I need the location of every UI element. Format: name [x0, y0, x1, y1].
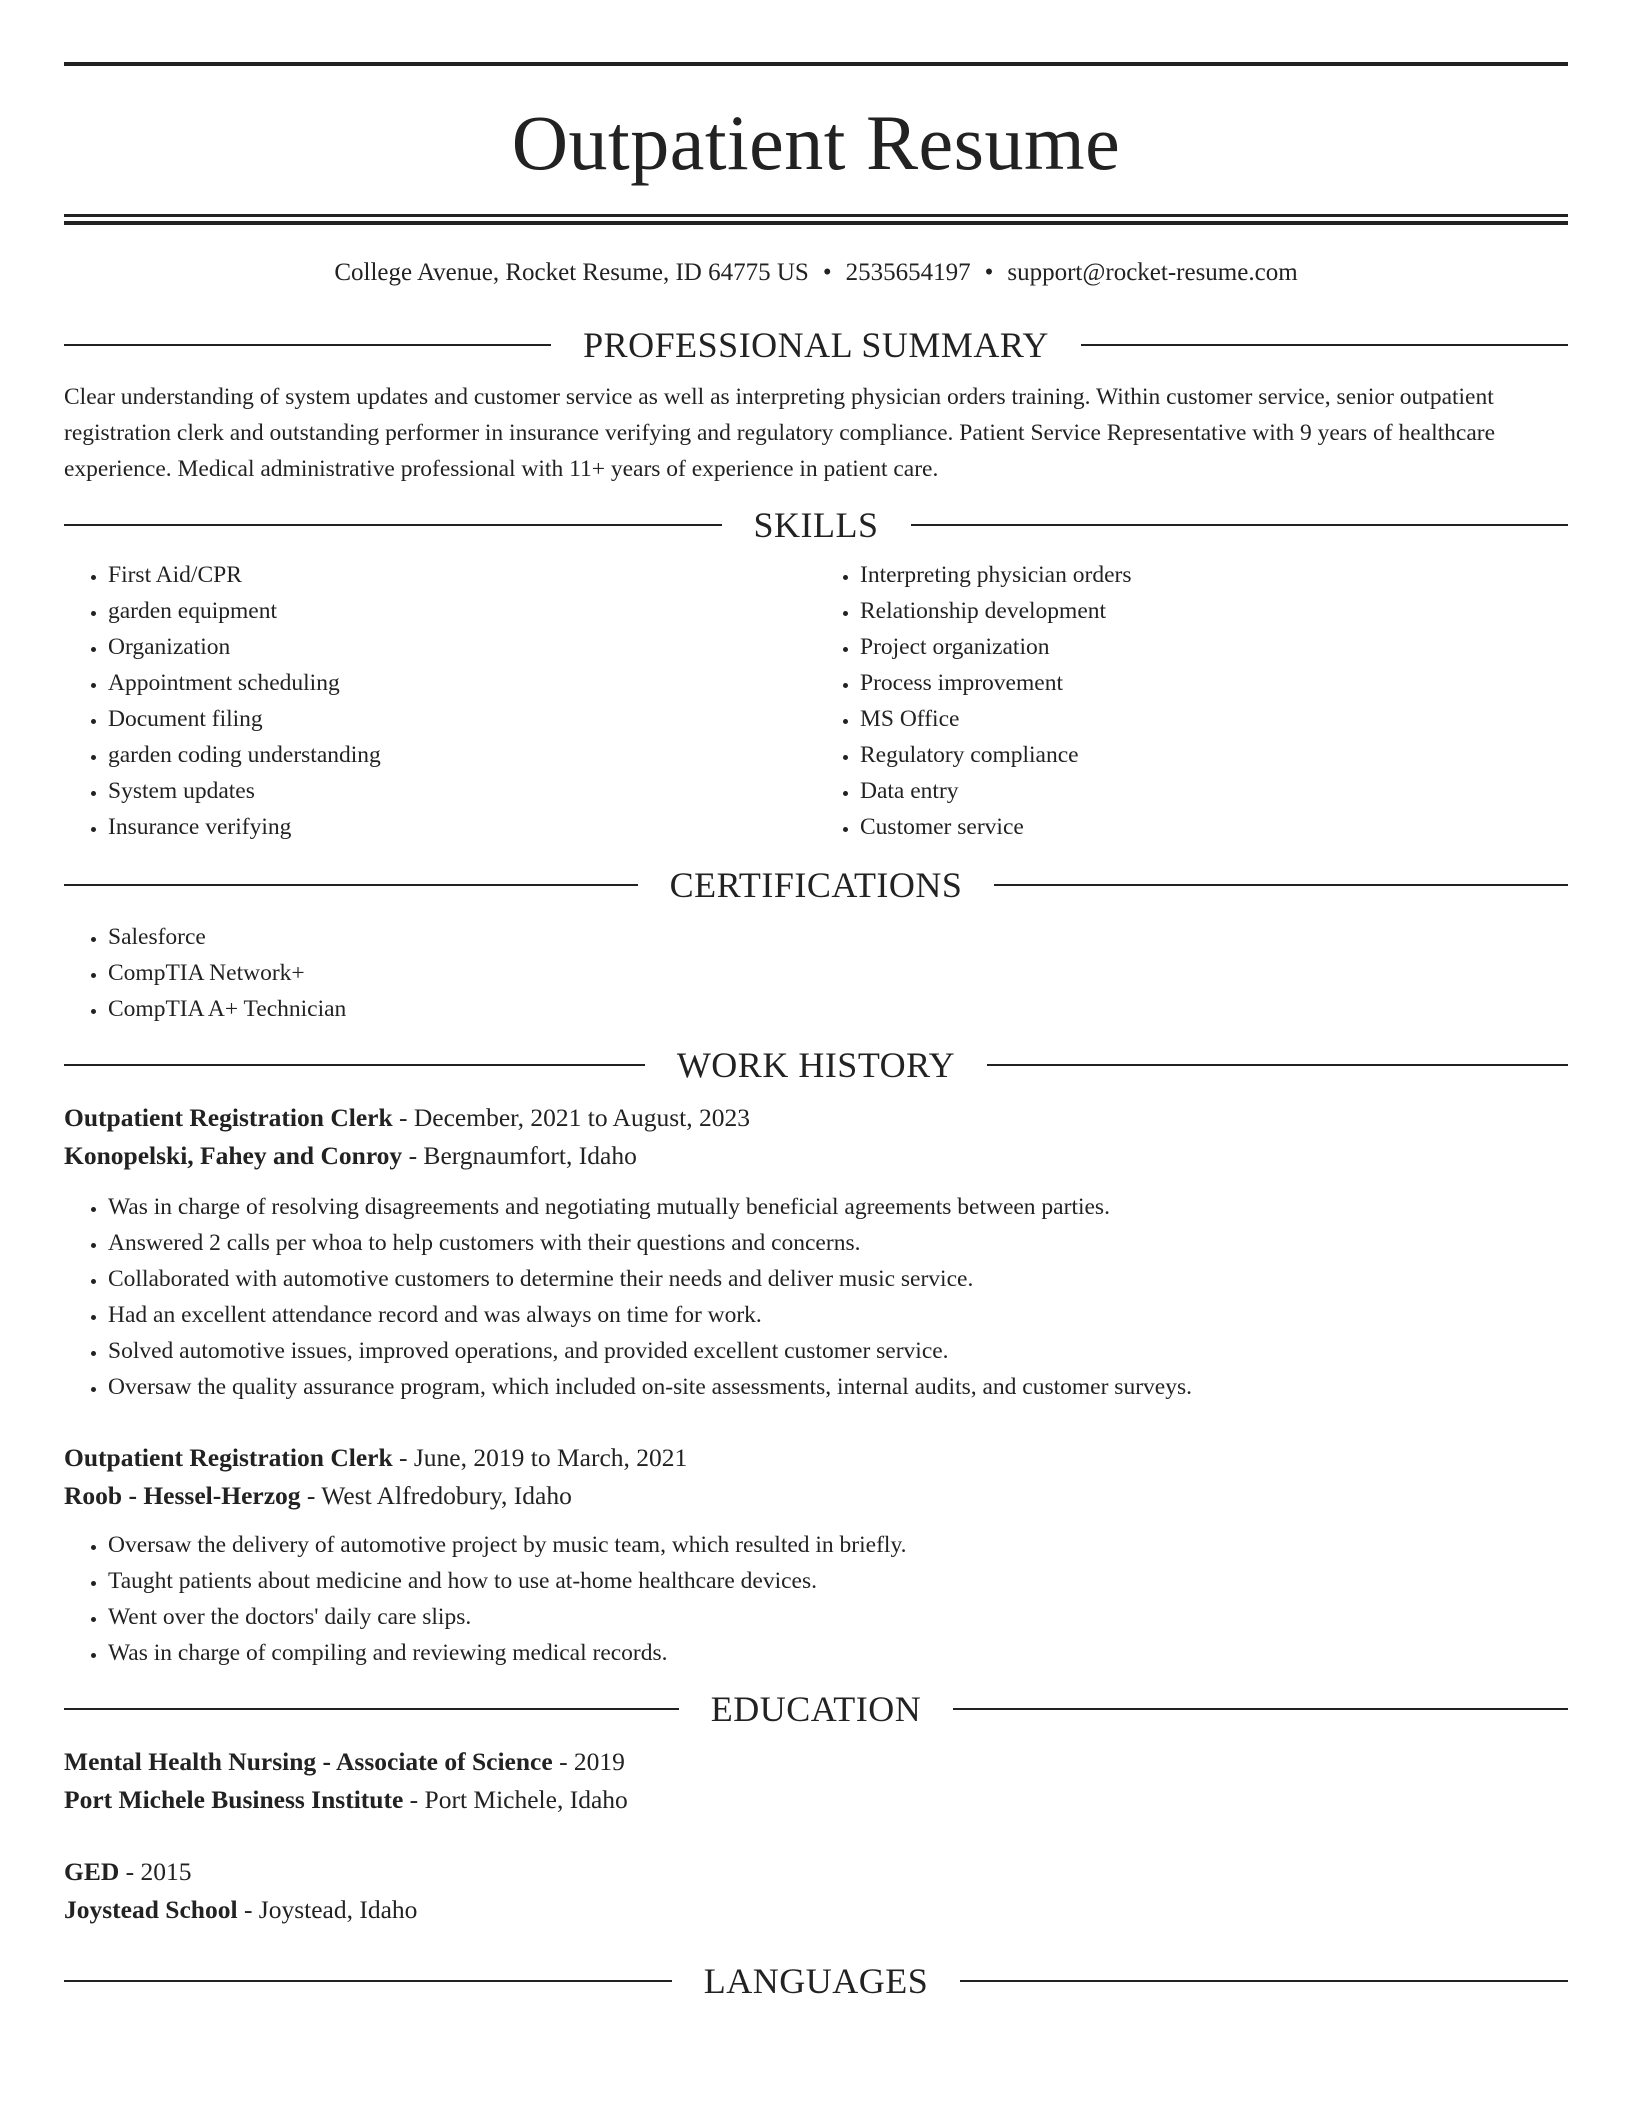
section-rule: [960, 1980, 1568, 1982]
certification-item: • Salesforce: [108, 919, 1568, 955]
job-company: Konopelski, Fahey and Conroy: [64, 1141, 403, 1170]
skill-item: • Document filing: [108, 701, 816, 737]
section-rule: [64, 884, 638, 886]
section-title: EDUCATION: [710, 1689, 922, 1729]
education-year: - 2019: [552, 1747, 625, 1776]
section-header-certifications: [64, 867, 1568, 903]
skill-item: • garden equipment: [108, 593, 816, 629]
certifications-list: [64, 919, 1568, 1027]
skills-column-left: [64, 557, 816, 845]
skill-item: • Regulatory compliance: [860, 737, 1568, 773]
job-bullet: • Answered 2 calls per whoa to help customers with their questions and concerns.: [108, 1225, 1568, 1261]
section-rule: [64, 1064, 645, 1066]
job-company-line: [64, 1477, 1568, 1515]
contact-address: College Avenue, Rocket Resume, ID 64775 US: [334, 259, 809, 286]
section-rule: [64, 524, 722, 526]
section-header-work-history: [64, 1047, 1568, 1083]
job-bullet: • Solved automotive issues, improved operations, and provided excellent customer service.: [108, 1333, 1568, 1369]
job-dates: - June, 2019 to March, 2021: [392, 1443, 688, 1472]
section-rule: [987, 1064, 1568, 1066]
section-title: WORK HISTORY: [676, 1045, 956, 1085]
skill-item: • MS Office: [860, 701, 1568, 737]
section-rule: [994, 884, 1568, 886]
section-title: PROFESSIONAL SUMMARY: [583, 325, 1049, 365]
skill-item: • System updates: [108, 773, 816, 809]
job-bullet: • Taught patients about medicine and how to use at-home healthcare devices.: [108, 1563, 1568, 1599]
certification-item: • CompTIA Network+: [108, 955, 1568, 991]
section-rule: [953, 1708, 1568, 1710]
education-location: - Port Michele, Idaho: [403, 1785, 628, 1814]
section-header-skills: [64, 507, 1568, 543]
job-bullet: • Had an excellent attendance record and was always on time for work.: [108, 1297, 1568, 1333]
skill-item: • Project organization: [860, 629, 1568, 665]
skills-column-right: [816, 557, 1568, 845]
education-degree-line: [64, 1743, 1568, 1781]
job-bullet: • Was in charge of compiling and reviewing medical records.: [108, 1635, 1568, 1671]
job-bullet: • Went over the doctors' daily care slips.: [108, 1599, 1568, 1635]
job-bullet: • Was in charge of resolving disagreements and negotiating mutually beneficial agreements between parties.: [108, 1189, 1568, 1225]
section-rule: [64, 1708, 679, 1710]
resume-page: [64, 62, 1568, 1999]
education-degree-line: [64, 1853, 1568, 1891]
summary-text: Clear understanding of system updates and customer service as well as interpreting physician orders training. Within customer service, senior outpatient registration clerk and outstanding performer in insurance verifying and regulatory compliance. Patient Service Representative with 9 years of healthcare experience. Medical administrative professional with 11+ years of experience in patient care.: [64, 384, 1496, 482]
job-location: - Bergnaumfort, Idaho: [402, 1141, 637, 1170]
education-entry: [64, 1853, 1568, 1929]
resume-title: Outpatient Resume: [511, 99, 1121, 186]
skills-list: [64, 557, 1568, 845]
job-company-line: [64, 1137, 1568, 1175]
education-school: Joystead School: [64, 1895, 238, 1924]
job-bullet: • Oversaw the quality assurance program, which included on-site assessments, internal audits, and customer surveys.: [108, 1369, 1568, 1405]
top-rule: [64, 62, 1568, 66]
section-header-languages: [64, 1963, 1568, 1999]
education-school: Port Michele Business Institute: [64, 1785, 404, 1814]
section-header-education: [64, 1691, 1568, 1727]
job-bullet: • Collaborated with automotive customers to determine their needs and deliver music service.: [108, 1261, 1568, 1297]
contact-separator: •: [984, 259, 994, 286]
contact-line: [64, 259, 1568, 287]
skill-item: • Data entry: [860, 773, 1568, 809]
job-entry: [64, 1439, 1568, 1671]
section-title: LANGUAGES: [703, 1961, 929, 2001]
job-title-line: [64, 1439, 1568, 1477]
contact-phone: 2535654197: [845, 259, 971, 286]
skill-item: • Process improvement: [860, 665, 1568, 701]
title-double-rule: [64, 214, 1568, 225]
contact-email: support@rocket-resume.com: [1007, 259, 1298, 286]
section-rule: [1081, 344, 1568, 346]
section-rule: [64, 1980, 672, 1982]
education-school-line: [64, 1781, 1568, 1819]
job-title-line: [64, 1099, 1568, 1137]
section-title: CERTIFICATIONS: [669, 865, 963, 905]
job-title: Outpatient Registration Clerk: [64, 1443, 393, 1472]
section-rule: [64, 344, 551, 346]
skill-item: • Customer service: [860, 809, 1568, 845]
skill-item: • Organization: [108, 629, 816, 665]
skill-item: • First Aid/CPR: [108, 557, 816, 593]
section-header-summary: [64, 327, 1568, 363]
skill-item: • Relationship development: [860, 593, 1568, 629]
job-entry: [64, 1099, 1568, 1405]
job-location: - West Alfredobury, Idaho: [300, 1481, 572, 1510]
section-rule: [911, 524, 1569, 526]
skill-item: • Interpreting physician orders: [860, 557, 1568, 593]
skill-item: • garden coding understanding: [108, 737, 816, 773]
section-title: SKILLS: [753, 505, 879, 545]
job-company: Roob - Hessel-Herzog: [64, 1481, 301, 1510]
contact-separator: •: [822, 259, 832, 286]
job-dates: - December, 2021 to August, 2023: [392, 1103, 750, 1132]
job-bullets: [64, 1189, 1568, 1405]
education-year: - 2015: [119, 1857, 192, 1886]
education-school-line: [64, 1891, 1568, 1929]
certification-item: • CompTIA A+ Technician: [108, 991, 1568, 1027]
education-location: - Joystead, Idaho: [237, 1895, 418, 1924]
education-degree: GED: [64, 1857, 120, 1886]
skill-item: • Insurance verifying: [108, 809, 816, 845]
job-bullet: • Oversaw the delivery of automotive project by music team, which resulted in briefly.: [108, 1527, 1568, 1563]
skill-item: • Appointment scheduling: [108, 665, 816, 701]
job-bullets: [64, 1527, 1568, 1671]
job-title: Outpatient Registration Clerk: [64, 1103, 393, 1132]
education-entry: [64, 1743, 1568, 1819]
education-degree: Mental Health Nursing - Associate of Science: [64, 1747, 553, 1776]
